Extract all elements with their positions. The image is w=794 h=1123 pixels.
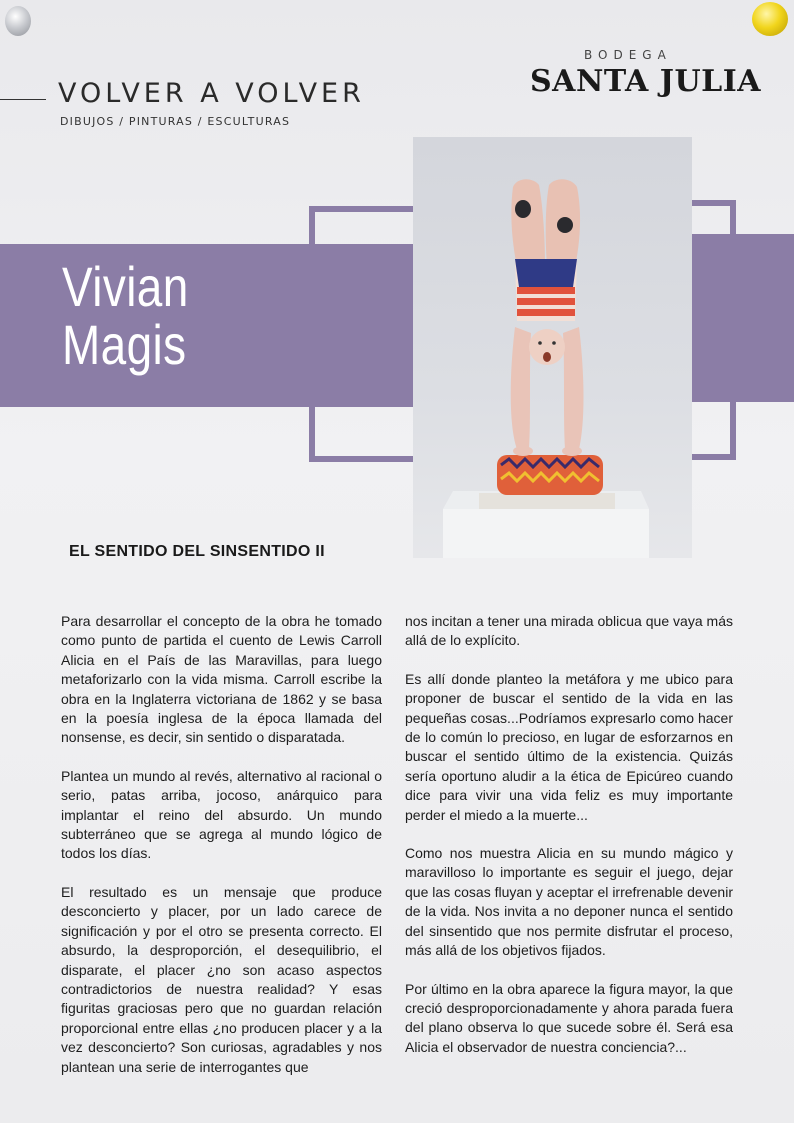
sculpture-illustration	[413, 137, 692, 558]
paragraph: Es allí donde planteo la metáfora y me ubico para proponer de buscar el sentido de la vida en las pequeñas cosas...Podríamos expresarlo como hacer de lo común lo precioso, en lugar de esforzarnos en buscar el sentido último de la existencia. Quizás sería oportuno aludir a la ética de Epicúreo cuando dice para vivir una vida feliz es muy importante perder el miedo a la muerte...	[405, 670, 733, 823]
brand-logo: SANTA JULIA	[530, 64, 762, 99]
title-rule	[0, 99, 46, 100]
paragraph: Como nos muestra Alicia en su mundo mágico y maravilloso lo importante es seguir el juego, dejar que las cosas fluyan y aceptar el irrefrenable devenir de la vida. Nos invita a no deponer nunca el sentido del sinsentido que nos permite disfrutar el proceso, más allá de los objetivos fijados.	[405, 845, 733, 959]
paragraph: nos incitan a tener una mirada oblicua que vaya más allá de lo explícito.	[405, 613, 733, 649]
pushpin-yellow	[752, 2, 788, 36]
artist-name	[62, 255, 189, 376]
exhibition-title: VOLVER A VOLVER	[58, 78, 365, 109]
purple-frame-right	[690, 200, 736, 460]
text-column-right	[405, 612, 733, 1076]
plinth	[479, 493, 615, 509]
swimsuit	[515, 259, 577, 287]
brand-prefix: BODEGA	[584, 48, 672, 62]
artist-first-name: Vivian	[62, 255, 189, 318]
paragraph: Para desarrollar el concepto de la obra he tomado como punto de partida el cuento de Lewis Carroll Alicia en el País de las Maravillas, para luego metaforizarlo con la vida misma. Carroll escribe la obra en la Inglaterra victoriana de 1862 y se basa en la poesía inglesa de la época llamada del nonsense, es decir, sin sentido o disparatada.	[61, 613, 382, 746]
purple-frame-left	[309, 206, 427, 462]
pushpin-grey	[5, 6, 31, 36]
right-arm	[563, 327, 584, 449]
artist-last-name: Magis	[62, 313, 187, 376]
pedestal-body	[443, 509, 649, 558]
text-column-left	[61, 612, 382, 1096]
paragraph: Por último en la obra aparece la figura mayor, la que creció desproporcionadamente y ahora parada fuera del plano observa lo que sucede sobre él. Será esa Alicia el observador de nuestra conciencia?...	[405, 980, 733, 1055]
exhibition-subtitle: DIBUJOS / PINTURAS / ESCULTURAS	[60, 115, 291, 128]
paragraph: Plantea un mundo al revés, alternativo al racional o serio, patas arriba, jocoso, anárquico para implantar el reino del absurdo. Un mundo subterráneo que se agrega al mundo lógico de todos los días.	[61, 767, 382, 862]
left-arm	[511, 327, 531, 449]
artwork-title: EL SENTIDO DEL SINSENTIDO II	[69, 543, 325, 560]
paragraph: El resultado es un mensaje que produce desconcierto y placer, por un lado carece de significación y por el otro se presenta correcto. El absurdo, la desproporción, el desequilibrio, el disparate, el placer ¿no son acaso aspectos contradictorios de nuestra realidad? Y esas figuritas graciosas pero que no guardan relación proporcional entre ellas ¿no producen placer y a la vez desconcierto? Son curiosas, agradables y nos plantean una serie de interrogantes que	[61, 883, 382, 1075]
sculpture-photo	[413, 137, 692, 558]
left-leg	[511, 179, 545, 267]
